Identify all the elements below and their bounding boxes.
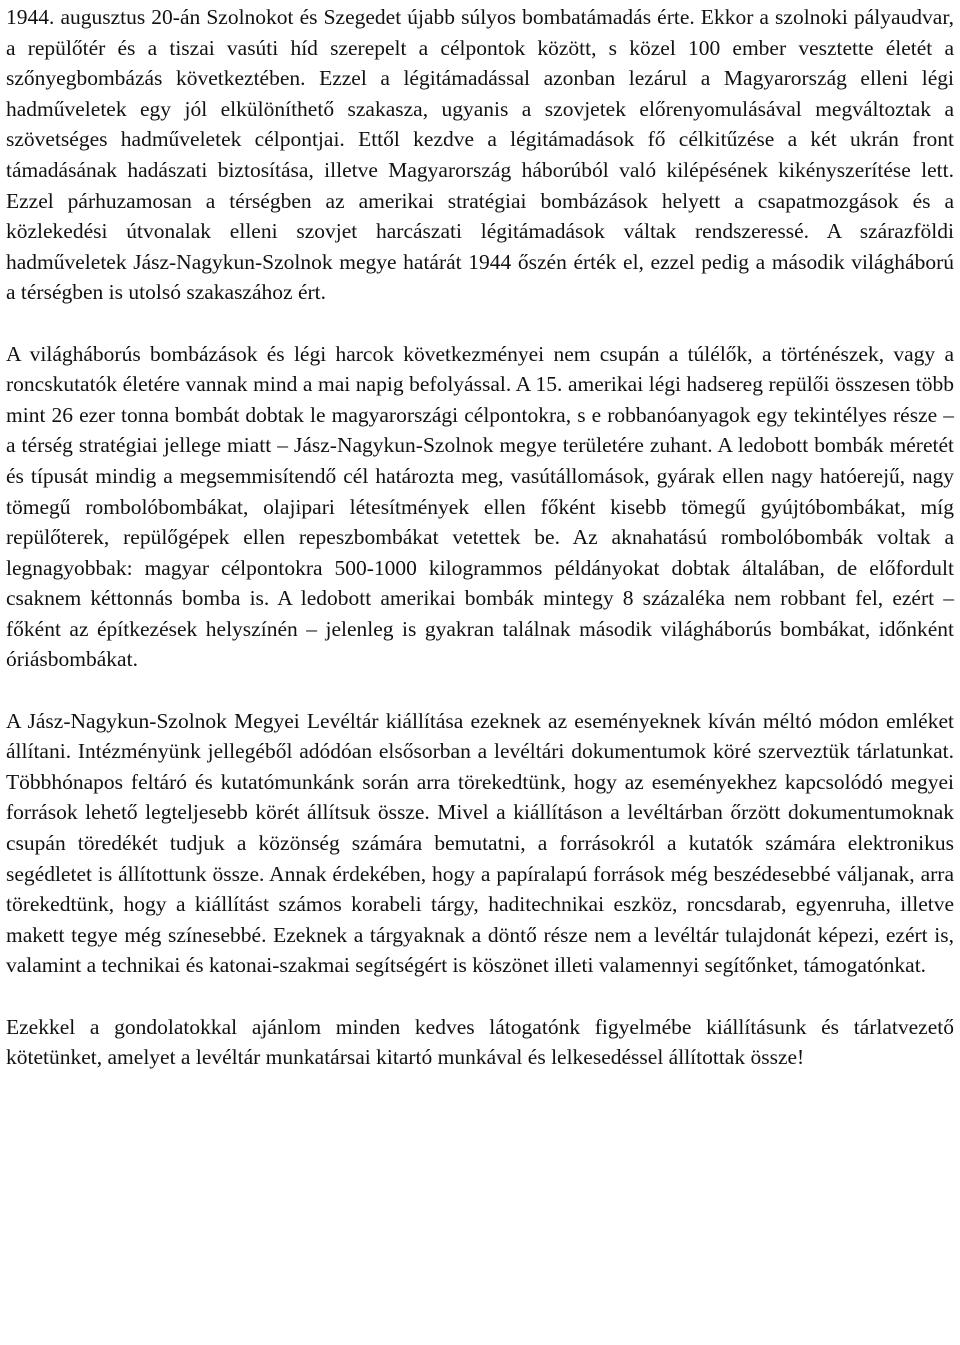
paragraph-bombing-1944: 1944. augusztus 20-án Szolnokot és Szegedet újabb súlyos bombatámadás érte. Ekkor a szolnoki pályaudvar, a repülőtér és a tiszai vasúti híd szerepelt a célpontok között, s közel 100 ember vesztette életét a szőnyegbombázás következtében. Ezzel a légitámadással azonban lezárul a Magyarország elleni légi hadműveletek egy jól elkülöníthető szakasza, ugyanis a szovjetek előrenyomulásával megváltoztak a szövetséges hadműveletek célpontjai. Ettől kezdve a légitámadások fő célkitűzése a két ukrán front támadásának hadászati biztosítása, illetve Magyarország háborúból való kilépésének kikényszerítése lett. Ezzel párhuzamosan a térségben az amerikai stratégiai bombázások helyett a csapatmozgások és a közlekedési útvonalak elleni szovjet harcászati légitámadások váltak rendszeressé. A szárazföldi hadműveletek Jász-Nagykun-Szolnok megye határát 1944 őszén érték el, ezzel pedig a második világháború a térségben is utolsó szakaszához ért.	[6, 5, 954, 305]
paragraph-exhibition: A Jász-Nagykun-Szolnok Megyei Levéltár kiállítása ezeknek az eseményeknek kíván méltó módon emléket állítani. Intézményünk jellegéből adódóan elsősorban a levéltári dokumentumok köré szerveztük tárlatunkat. Többhónapos feltáró és kutatómunkánk során arra törekedtünk, hogy az eseményekhez kapcsolódó megyei források lehető legteljesebb körét állítsuk össze. Mivel a kiállításon a levéltárban őrzött dokumentumoknak csupán töredékét tudjuk a közönség számára bemutatni, a forrásokról a kutatók számára elektronikus segédletet is állítottunk össze. Annak érdekében, hogy a papíralapú források még beszédesebbé váljanak, arra törekedtünk, hogy a kiállítást számos korabeli tárgy, haditechnikai eszköz, roncsdarab, egyenruha, illetve makett tegye még színesebbé. Ezeknek a tárgyaknak a döntő része nem a levéltár tulajdonát képezi, ezért is, valamint a technikai és katonai-szakmai segítségért is köszönet illeti valamennyi segítőnket, támogatónkat.	[6, 708, 954, 978]
paragraph-bomb-consequences: A világháborús bombázások és légi harcok következményei nem csupán a túlélők, a történészek, vagy a roncskutatók életére vannak mind a mai napig befolyással. A 15. amerikai légi hadsereg repülői összesen több mint 26 ezer tonna bombát dobtak le magyarországi célpontokra, s e robbanóanyagok egy tekintélyes része – a térség stratégiai jellege miatt – Jász-Nagykun-Szolnok megye területére zuhant. A ledobott bombák méretét és típusát mindig a megsemmisítendő cél határozta meg, vasútállomások, gyárak ellen nagy hatóerejű, nagy tömegű rombolóbombákat, olajipari létesítmények ellen főként kisebb tömegű gyújtóbombákat, míg repülőterek, repülőgépek ellen repeszbombákat vetettek be. Az aknahatású rombolóbombák voltak a legnagyobbak: magyar célpontokra 500-1000 kilogrammos példányokat dobtak általában, de előfordult csaknem kéttonnás bomba is. A ledobott amerikai bombák mintegy 8 százaléka nem robbant fel, ezért – főként az építkezések helyszínén – jelenleg is gyakran találnak második világháborús bombákat, időnként óriásbombákat.	[6, 341, 954, 672]
document-page	[6, 2, 954, 1073]
paragraph-closing: Ezekkel a gondolatokkal ajánlom minden kedves látogatónk figyelmébe kiállításunk és tárlatvezető kötetünket, amelyet a levéltár munkatársai kitartó munkával és lelkesedéssel állítottak össze!	[6, 1014, 954, 1070]
